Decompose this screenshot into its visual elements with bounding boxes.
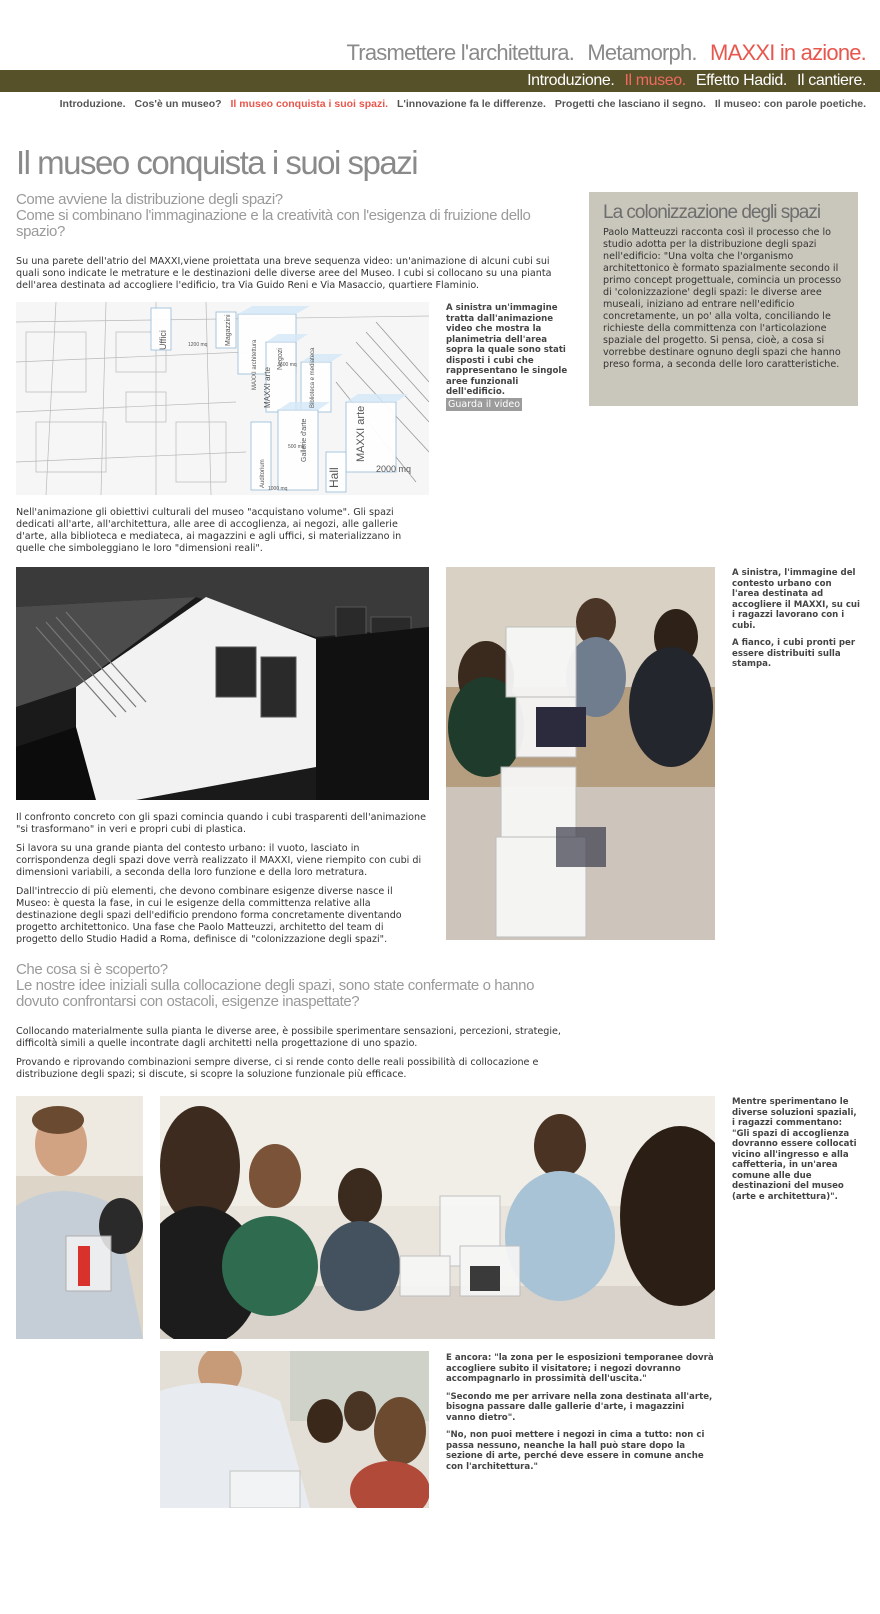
plan-label-maxxi-arte: MAXXI arte xyxy=(263,367,272,408)
plan-label-maxxi-architettura: MAXXI architettura xyxy=(252,339,258,390)
students-table-photo xyxy=(160,1096,715,1339)
nav-maxxi-in-azione[interactable]: MAXXI in azione. xyxy=(710,40,866,65)
nav-metamorph[interactable]: Metamorph. xyxy=(587,40,697,65)
site-render-drawing xyxy=(16,567,429,800)
question-scoperto xyxy=(16,962,561,1010)
discovery-paragraphs xyxy=(16,1026,569,1081)
paragraph-confronto: Il confronto concreto con gli spazi comincia quando i cubi trasparenti dell'animazione "si trasformano" in veri e propri cubi di plastica. xyxy=(16,812,427,835)
sub-navigation xyxy=(54,98,866,110)
context-caption-1: A sinistra, l'immagine del contesto urbano con l'area destinata ad accogliere il MAXXI, su cui i ragazzi lavorano con i cubi. xyxy=(732,568,860,631)
subnav-parole-poetiche[interactable]: Il museo: con parole poetiche. xyxy=(714,98,866,110)
top-navigation xyxy=(338,40,866,66)
plan-label-auditorium: Auditorium xyxy=(260,459,266,488)
paragraph-pianta: Si lavora su una grande pianta del contesto urbano: il vuoto, lasciato in corrispondenza degli spazi dove verrà realizzato il MAXXI, viene riempito con cubi di dimensioni variabili, a seconda della loro funzione e della loro metratura. xyxy=(16,843,422,878)
nav-trasmettere[interactable]: Trasmettere l'architettura. xyxy=(346,40,575,65)
quote-1: E ancora: "la zona per le esposizioni temporanee dovrà accogliere subito il visitatore; i negozi dovranno accompagnarlo in prossimità dell'uscita." xyxy=(446,1353,714,1384)
section-navigation xyxy=(521,70,866,92)
section-effetto-hadid[interactable]: Effetto Hadid. xyxy=(695,72,787,89)
watch-video-button[interactable]: Guarda il video xyxy=(448,399,521,410)
subnav-cos-e-un-museo[interactable]: Cos'è un museo? xyxy=(134,98,222,110)
plan-caption: A sinistra un'immagine tratta dall'animazione video che mostra la planimetria dell'area sopra la quale sono stati disposti i cubi che rappresentano le singole aree funzionali dell'edificio. xyxy=(446,303,568,397)
plan-label-2000mq: 2000 mq xyxy=(376,464,412,474)
quote-3: "No, non puoi mettere i negozi in cima a tutto: non ci passa nessuno, neanche la hall può stare dopo la sezione di arte, perché deve essere in comune anche con l'architettura." xyxy=(446,1430,705,1472)
question-line: Che cosa si è scoperto? Le nostre idee iniziali sulla collocazione degli spazi, sono state confermate o hanno dovuto confrontarsi con ostacoli, esigenze inaspettate? xyxy=(16,961,535,1010)
plan-label-magazzini: Magazzini xyxy=(225,314,232,346)
student-cube-photo xyxy=(16,1096,143,1339)
paragraph-intreccio: Dall'intreccio di più elementi, che devono combinare esigenze diverse nasce il Museo: è questa la fase, in cui le esigenze della committenza relative alla destinazione degli spazi dell'edificio prendono forma concretamente diventando progetto architettonico. Una fase che Paolo Matteuzzi, architetto del team di progetto dello Studio Hadid a Roma, definisce di "colonizzazione degli spazi". xyxy=(16,886,402,945)
plan-label-uffici: Uffici xyxy=(158,330,168,350)
students-discussion-drawing xyxy=(160,1351,429,1508)
section-il-cantiere[interactable]: Il cantiere. xyxy=(796,72,866,89)
context-caption xyxy=(732,568,860,670)
question-line: Come avviene la distribuzione degli spazi? Come si combinano l'immaginazione e la creatività con l'esigenza di fruizione dello spazio? xyxy=(16,191,531,240)
subnav-progetti[interactable]: Progetti che lasciano il segno. xyxy=(554,98,706,110)
section-introduzione[interactable]: Introduzione. xyxy=(527,72,615,89)
intro-paragraph: Su una parete dell'atrio del MAXXI,viene proiettata una breve sequenza video: un'animazione di alcuni cubi sui quali sono indicate le metrature e le destinazioni delle diverse aree del Museo. I cubi si collocano su una pianta dell'area destinata ad accogliere l'edificio, tra Via Guido Reni e Via Masaccio, quartiere Flaminio. xyxy=(16,256,552,291)
plan-label-500mq: 500 mq xyxy=(288,444,305,450)
students-discussion-photo xyxy=(160,1351,429,1508)
students-caption: Mentre sperimentano le diverse soluzioni spaziali, i ragazzi commentano: "Gli spazi di accoglienza dovranno essere collocati vicino all'ingresso e alla caffetteria, in un'area comune alle due destinazioni del museo (arte e architettura)". xyxy=(732,1097,857,1202)
subnav-innovazione[interactable]: L'innovazione fa le differenze. xyxy=(396,98,546,110)
plan-label-600mq: 600 mq xyxy=(280,362,297,368)
plan-label-1200mq: 1200 mq xyxy=(188,342,208,348)
animation-paragraph: Nell'animazione gli obiettivi culturali del museo "acquistano volume". Gli spazi dedicati all'arte, all'architettura, alle aree di accoglienza, ai negozi, alle gallerie d'arte, alla biblioteca e mediateca, ai magazzini e agli uffici, si materializzano in quelle che simboleggiano le loro "dimensioni reali". xyxy=(16,507,402,554)
plan-label-hall: Hall xyxy=(327,467,341,488)
paragraph-provando: Provando e riprovando combinazioni sempre diverse, ci si rende conto delle reali possibilità di collocazione e distribuzione degli spazi; si discute, si scopre la soluzione funzionale più efficace. xyxy=(16,1057,539,1080)
plan-drawing xyxy=(16,302,429,495)
paragraph-collocando: Collocando materialmente sulla pianta le diverse aree, è possibile sperimentare sensazioni, percezioni, strategie, difficoltà simili a quelle incontrate dagli architetti nella progettazione di uno spazio. xyxy=(16,1026,561,1049)
question-distribuzione xyxy=(16,192,561,240)
page-title: Il museo conquista i suoi spazi xyxy=(16,144,418,181)
plan-label-negozi: Negozi xyxy=(277,348,284,370)
quote-2: "Secondo me per arrivare nella zona destinata all'arte, bisogna passare dalle gallerie d'arte, i magazzini vanno dietro". xyxy=(446,1391,713,1423)
subnav-il-museo-conquista[interactable]: Il museo conquista i suoi spazi. xyxy=(230,98,389,110)
student-cube-drawing xyxy=(16,1096,143,1339)
cubes-tower-drawing xyxy=(446,567,715,940)
quotes-block xyxy=(446,1353,714,1472)
workshop-paragraphs xyxy=(16,812,426,946)
sidebar-text: Paolo Matteuzzi racconta così il processo che lo studio adotta per la distribuzione degli spazi nell'edificio: "Una volta che l'organismo architettonico è formato spazialmente secondo il primo concept progettuale, comincia un processo di 'colonizzazione' degli spazi: le diverse aree museali, iniziano ad entrare nell'edificio concretamente, un po' alla volta, conciliando le richieste della committenza con l'articolazione spaziale del progetto. Si pensa, cioè, a cosa si vorrebbe destinare ognuno degli spazi che hanno preso forma, a seconda delle loro caratteristiche. xyxy=(603,227,842,370)
context-caption-2: A fianco, i cubi pronti per essere distribuiti sulla stampa. xyxy=(732,638,856,669)
plan-label-maxxi-arte-large: MAXXI arte xyxy=(355,405,367,462)
students-table-drawing xyxy=(160,1096,715,1339)
section-il-museo[interactable]: Il museo. xyxy=(624,72,686,89)
subnav-introduzione[interactable]: Introduzione. xyxy=(59,98,126,110)
site-render-image xyxy=(16,567,429,800)
sidebar-colonizzazione xyxy=(589,192,858,406)
plan-label-gallerie: Gallerie d'arte xyxy=(301,418,308,462)
plan-label-biblioteca: Biblioteca e mediateca xyxy=(310,347,316,408)
plan-animation-image xyxy=(16,302,429,495)
cubes-tower-photo xyxy=(446,567,715,940)
plan-label-1000mq: 1000 mq xyxy=(268,486,288,492)
sidebar-title: La colonizzazione degli spazi xyxy=(603,202,821,223)
